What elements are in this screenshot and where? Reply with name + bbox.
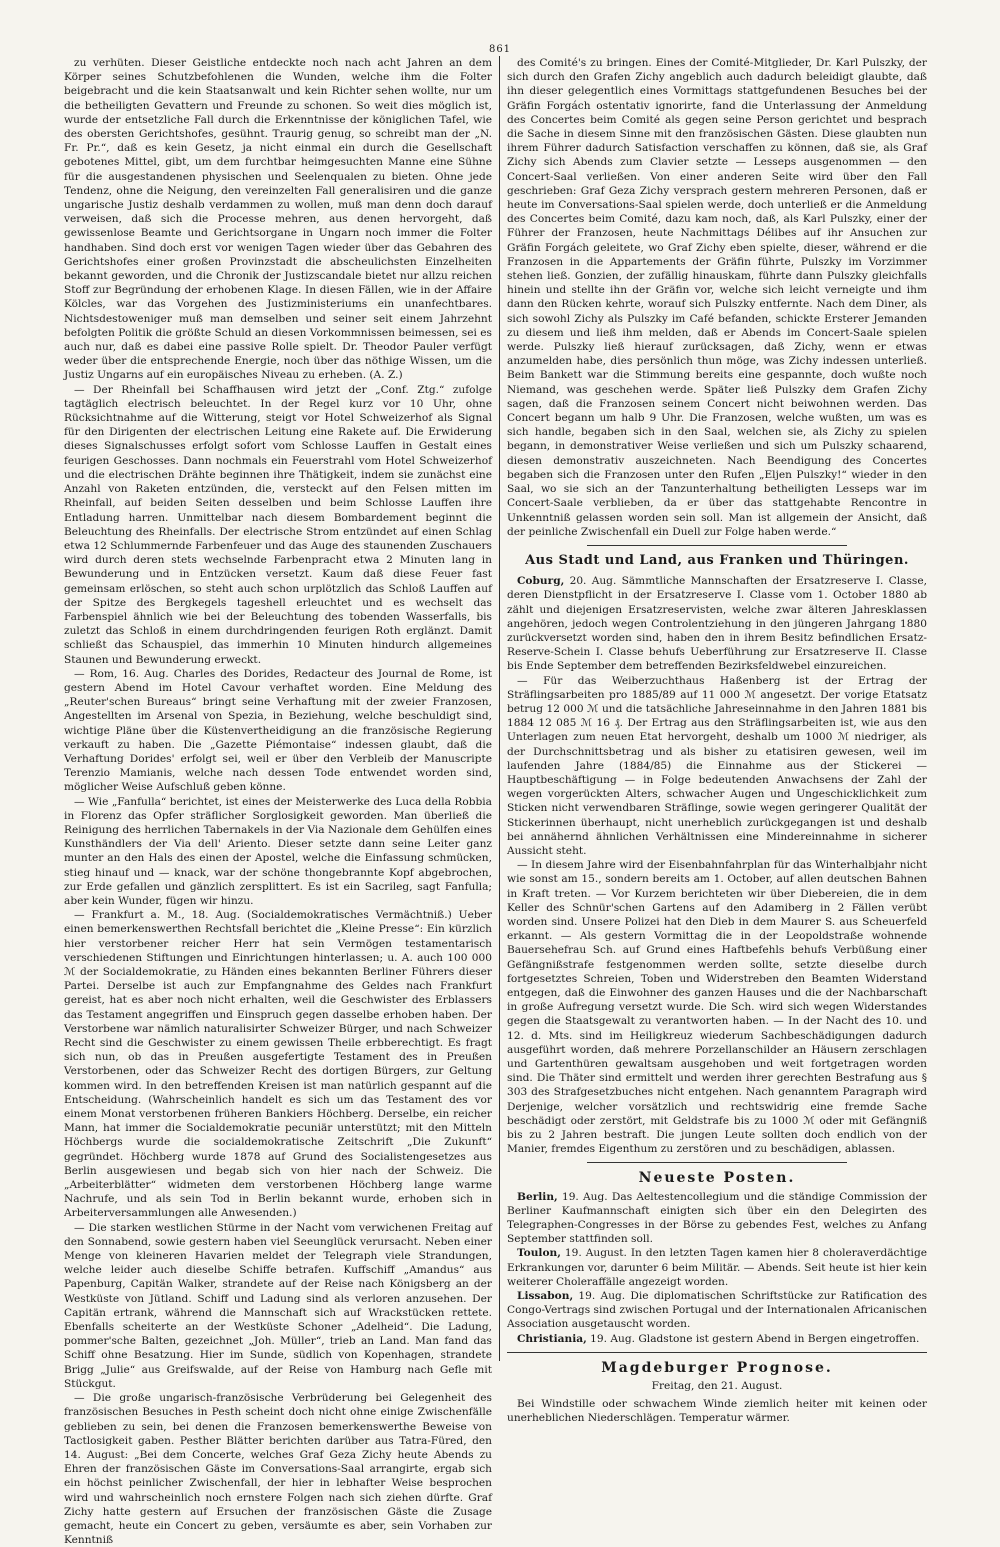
local-news-item	[507, 674, 927, 859]
article-paragraph: — Wie „Fanfulla“ berichtet, ist eines der Meisterwerke des Luca della Robbia in Florenz das Opfer sträflicher Sorglosigkeit geworden. Man überließ die Reinigung des herrlichen Tabernakels in der Via Nazionale dem Gehülfen eines Kunsthändlers der Via dell' Ariento. Dieser setzte dann seine Leiter ganz munter an den Hals des einen der Apostel, welche die Einfassung schmücken, stieg hinauf und — knack, war der schöne thongebrannte Kopf abgebrochen, zur Erde gefallen und gänzlich zersplittert. Es ist ein Sacrileg, sagt Fanfulla; aber kein Wunder, fügen wir hinzu.	[64, 795, 492, 907]
article-paragraph: des Comité's zu bringen. Eines der Comité-Mitglieder, Dr. Karl Pulszky, der sich durch den Grafen Zichy angeblich auch dadurch beleidigt glaubte, daß ihn dieser gelegentlich eines Vormittags stattgefundenen Besuches bei der Gräfin Forgách ostentativ ignorirte, fand die Unterlassung der Anmeldung des Concertes beim Comité als gegen seine Person gerichtet und besprach die Sache in diesem Sinne mit den französischen Gästen. Diese glaubten nun ihrem Führer dadurch Satisfaction verschaffen zu können, daß sie, als Graf Zichy sich Abends zum Clavier setzte — Lesseps ausgenommen — den Concert-Saal verließen. Von einer anderen Seite wird über den Fall geschrieben: Graf Geza Zichy versprach gestern mehreren Personen, daß er heute im Conversations-Saal spielen werde, doch unterließ er die Anmeldung des Concertes beim Comité, dazu kam noch, daß, als Karl Pulszky, einer der Führer der Franzosen, heute Nachmittags Délibes auf ihr Ansuchen zur Gräfin Forgách geleitete, wo Graf Zichy eben spielte, dieser, während er die Franzosen in die Appartements der Gräfin führte, Pulszky im Vorzimmer stehen ließ. Gonzien, der zufällig hinauskam, führte dann Pulszky gleichfalls hinein und stellte ihn der Gräfin vor, welche sich leicht verneigte und ihm dann den Rücken kehrte, worauf sich Pulszky entfernte. Nach dem Diner, als sich sowohl Zichy als Pulszky im Café befanden, schickte Ersterer Jemanden zu diesem und ließ ihm melden, daß er Abends im Concert-Saale spielen werde. Pulszky ließ hierauf zurücksagen, daß Zichy, wenn er etwas anzumelden habe, dies persönlich thun möge, was Zichy indessen unterließ. Beim Bankett war die Stimmung bereits eine gespannte, doch wußte noch Niemand, was geschehen werde. Später ließ Pulszky dem Grafen Zichy sagen, daß die Franzosen seinem Concert nicht beiwohnen werden. Das Concert begann um halb 9 Uhr. Die Franzosen, welche wußten, um was es sich handle, begaben sich in den Saal, welchen sie, als Zichy zu spielen begann, in demonstrativer Weise verließen und sich um Pulszky schaarend, diesen demonstrativ auszeichneten. Nach Beendigung des Concertes begaben sich die Franzosen unter den Rufen „Eljen Pulszky!“ wieder in den Saal, wo sie sich an der Tanzunterhaltung betheiligten Lesseps war im Concert-Saale verblieben, da er über das stattgehabte Rencontre in Unkenntniß gelassen worden sein soll. Man ist allgemein der Ansicht, daß der peinliche Zwischenfall ein Duell zur Folge haben werde.“	[507, 57, 927, 538]
news-text: 20. Aug. Sämmtliche Mannschaften der Ersatzreserve I. Classe, deren Dienstpflicht in der Ersatzreserve I. Classe vom 1. October 1880 ab zählt und diejenigen Ersatzreservisten, welche zwar älteren Jahresklassen angehören, jedoch wegen Controlentziehung in den jüngeren Jahrgang 1880 zurückversetzt worden sind, haben den in ihrem Besitz befindlichen Ersatz-Reserve-Schein I. Classe behufs Ueberführung zur Ersatzreserve II. Classe bis Ende September dem betreffenden Bezirksfeldwebel einzureichen.	[507, 575, 927, 673]
section-divider	[587, 1162, 847, 1163]
article-paragraph: zu verhüten. Dieser Geistliche entdeckte noch nach acht Jahren an dem Körper seines Schutzbefohlenen die Wunden, welche ihm die Folter beigebracht und die kein Staatsanwalt und kein Richter sehen wollte, nur um die betheiligten Gevattern und Freunde zu schonen. So weit dies möglich ist, wurde der entsetzliche Fall durch die Erkenntnisse der königlichen Tafel, wie des obersten Gerichtshofes, gesühnt. Traurig genug, so schreibt man der „N. Fr. Pr.“, daß es kein Gesetz, ja nicht einmal ein durch die Gesellschaft gebotenes Mittel, gibt, um dem furchtbar heimgesuchten Manne eine Sühne für die ausgestandenen physischen und Seelenqualen zu bieten. Ohne jede Tendenz, ohne die Neigung, den vereinzelten Fall generalisiren und die ganze ungarische Justiz deshalb verdammen zu wollen, muß man denn doch darauf verweisen, daß sich die Processe mehren, aus denen hervorgeht, daß gewissenlose Beamte und Gerichtsorgane in Ungarn noch immer die Folter handhaben. Sind doch erst vor wenigen Tagen wieder über das Gebahren des Gerichtshofes einer großen Provinzstadt die abscheulichsten Einzelheiten bekannt geworden, und die Chronik der Justizscandale bietet nur allzu reichen Stoff zur Begründung der erhobenen Klage. In diesen Fällen, wie in der Affaire Kölcles, war das Vorgehen des Justizministeriums ein unanfechtbares. Nichtsdestoweniger muß man demselben und seiner seit einem Jahrzehnt befolgten Politik die größte Schuld an diesen Vorkommnissen beimessen, sei es auch nur, daß es dabei eine passive Rolle spielt. Dr. Theodor Pauler verfügt weder über die entsprechende Energie, noch über das nöthige Wissen, um die Justiz Ungarns auf ein europäisches Niveau zu erheben. (A. Z.)	[64, 57, 492, 382]
dateline-city: Toulon,	[517, 1247, 561, 1260]
news-text: — In diesem Jahre wird der Eisenbahnfahrplan für das Winterhalbjahr nicht wie sonst am 15., sondern bereits am 1. October, auf allen deutschen Bahnen in Kraft treten. — Vor Kurzem berichteten wir über Diebereien, die in dem Keller des Schnür'schen Gartens auf den Adamiberg in 2 Fällen verübt worden sind. Unsere Polizei hat den Dieb in dem Maurer S. aus Scheuerfeld erkannt. — Als gestern Vormittag die in der Leopoldstraße wohnende Bauersehefrau Sch. auf Grund eines Haftbefehls behufs Verbüßung einer Gefängnißstrafe festgenommen werden sollte, setzte dieselbe durch fortgesetztes Schreien, Toben und Widerstreben den Beamten Widerstand entgegen, daß die Einwohner des ganzen Hauses und die der Nachbarschaft in große Aufregung versetzt wurde. Die Sch. wird sich wegen Widerstandes gegen die Staatsgewalt zu verantworten haben. — In der Nacht des 10. und 12. d. Mts. sind im Heiligkreuz wiederum Sachbeschädigungen dadurch ausgeführt worden, daß mehrere Porzellanschilder an Häusern zerschlagen und Gartenthüren gewaltsam ausgehoben und weit fortgetragen worden sind. Die Thäter sind ermittelt und werden ihrer gerechten Bestrafung aus § 303 des Strafgesetzbuches nicht entgehen. Nach genanntem Paragraph wird Derjenige, welcher vorsätzlich und rechtswidrig eine fremde Sache beschädigt oder zerstört, mit Geldstrafe bis zu 1000 ℳ oder mit Gefängniß bis zu 2 Jahren bestraft. Die jungen Leute sollten doch endlich von der Manier, fremdes Eigenthum zu zerstören und zu beschädigen, ablassen.	[507, 859, 927, 1156]
article-paragraph: — Die starken westlichen Stürme in der Nacht vom verwichenen Freitag auf den Sonnabend, sowie gestern haben viel Seeunglück verursacht. Neben einer Menge von kleineren Havarien meldet der Telegraph viele Strandungen, welche leider auch dieselbe Schiffe betrafen. Kuffschiff „Amandus“ aus Papenburg, Capitän Walker, strandete auf der Reise nach Königsberg an der Westküste von Jütland. Schiff und Ladung sind als verloren anzusehen. Der Capitän ertrank, während die Mannschaft sich auf Wrackstücken rettete. Ebenfalls scheiterte an der Westküste Schoner „Adelheid“. Die Ladung, pommer'sche Balten, gezeichnet „Joh. Müller“, trieb an Land. Man fand das Schiff ohne Besatzung. Hier im Sunde, südlich von Kopenhagen, strandete Brigg „Julie“ aus Greifswalde, auf der Reise von Hamburg nach Gefle mit Stückgut.	[64, 1221, 492, 1390]
section-divider	[507, 1352, 927, 1353]
latest-news-item	[507, 1190, 927, 1247]
dateline-city: Coburg,	[517, 575, 565, 588]
news-text: 19. Aug. Gladstone ist gestern Abend in Bergen eingetroffen.	[590, 1332, 920, 1345]
weather-text: Bei Windstille oder schwachem Winde ziemlich heiter mit keinen oder unerheblichen Niederschlägen. Temperatur wärmer.	[507, 1398, 927, 1425]
local-news-item	[507, 858, 927, 1156]
news-text: — Für das Weiberzuchthaus Haßenberg ist der Ertrag der Sträflingsarbeiten pro 1885/89 auf 11 000 ℳ angesetzt. Der vorige Etatsatz betrug 12 000 ℳ und die tatsächliche Jahreseinnahme in den Jahren 1881 bis 1884 12 085 ℳ 16 ₰. Der Ertrag aus den Sträflingsarbeiten ist, wie aus den Unterlagen zum neuen Etat hervorgeht, deshalb um 1000 ℳ niedriger, als der Durchschnittsbetrag und als bisher zu etatisiren gewesen, weil im laufenden Jahre (1884/85) die Einnahme aus der Stickerei — Hauptbeschäftigung — in Folge bedeutenden Anwachsens der Zahl der wegen vorgerückten Alters, schwacher Augen und Ungeschicklichkeit zum Sticken nicht verwendbaren Sträflinge, sowie wegen geringerer Qualität der Stickerinnen überhaupt, nicht unerheblich zurückgegangen ist und deshalb bei annähernd ähnlichen Verhältnissen eine Mindereinnahme in sicherer Aussicht steht.	[507, 674, 927, 857]
column-divider	[499, 56, 500, 1361]
article-paragraph: — Frankfurt a. M., 18. Aug. (Socialdemokratisches Vermächtniß.) Ueber einen bemerkenswerthen Rechtsfall berichtet die „Kleine Presse“: Ein kürzlich hier verstorbener reicher Herr hat sein Vermögen testamentarisch verschiedenen Stiftungen und Einrichtungen hinterlassen; u. A. auch 100 000 ℳ der Socialdemokratie, zu Händen eines bekannten Berliner Führers dieser Partei. Derselbe ist auch zur Empfangnahme des Geldes nach Frankfurt gereist, hat es aber noch nicht erhalten, weil die Geschwister des Erblassers das Testament angegriffen und Einspruch gegen dasselbe erhoben haben. Der Verstorbene war nämlich naturalisirter Schweizer Bürger, und nach Schweizer Recht sind die Geschwister zu einem gewissen Theile erbberechtigt. Es fragt sich nun, ob das in Preußen ausgefertigte Testament des in Preußen Verstorbenen, oder das Schweizer Recht des dortigen Bürgers, zur Geltung kommen wird. In den betreffenden Kreisen ist man natürlich gespannt auf die Entscheidung. (Wahrscheinlich handelt es sich um das Testament des vor einem Monat verstorbenen früheren Bankiers Höchberg. Derselbe, ein reicher Mann, hat immer die Socialdemokratie pecuniär unterstützt; mit den Mitteln Höchbergs wurde die socialdemokratische Zeitschrift „Die Zukunft“ gegründet. Höchberg wurde 1878 auf Grund des Socialistengesetzes aus Berlin ausgewiesen und begab sich von hier nach der Schweiz. Die „Arbeiterblätter“ widmeten dem verstorbenen Höchberg lange warme Nachrufe, und als sein Tod in Berlin bekannt wurde, erhoben sich in Arbeiterversammlungen alle Anwesenden.)	[64, 909, 492, 1220]
section-heading: Aus Stadt und Land, aus Franken und Thüringen.	[525, 552, 909, 568]
dateline-city: Berlin,	[517, 1190, 558, 1203]
weather-date: Freitag, den 21. August.	[651, 1380, 783, 1393]
page-number: 861	[488, 44, 512, 55]
latest-news-heading: Neueste Posten.	[638, 1170, 796, 1187]
latest-news-item	[507, 1332, 927, 1346]
latest-news-item	[507, 1289, 927, 1332]
dateline-city: Lissabon,	[517, 1290, 574, 1303]
news-text: 19. Aug. Das Aeltestencollegium und die ständige Commission der Berliner Kaufmannschaft einigten sich über ein den Delegirten des Telegraphen-Congresses in der Börse zu gebendes Fest, welches zu Anfang September stattfinden soll.	[507, 1190, 927, 1246]
article-paragraph: — Die große ungarisch-französische Verbrüderung bei Gelegenheit des französischen Besuches in Pesth scheint doch nicht ohne einige Zwischenfälle geblieben zu sein, bei denen die Franzosen bemerkenswerthe Beweise von Tactlosigkeit gaben. Pesther Blätter berichten darüber aus Tatra-Füred, den 14. August: „Bei dem Concerte, welches Graf Geza Zichy heute Abends zu Ehren der französischen Gäste im Conversations-Saal arrangirte, ergab sich ein höchst peinlicher Zwischenfall, der hier in lebhafter Weise besprochen wird und wahrscheinlich noch ernstere Folgen nach sich ziehen dürfte. Graf Zichy hatte gestern auf Ersuchen der französischen Gäste die Zusage gemacht, heute ein Concert zu geben, versäumte es aber, sein Vorhaben zur Kenntniß	[64, 1392, 492, 1547]
article-paragraph: — Der Rheinfall bei Schaffhausen wird jetzt der „Conf. Ztg.“ zufolge tagtäglich electrisch beleuchtet. In der Regel kurz vor 10 Uhr, ohne Rücksichtnahme auf die Witterung, steigt vor Hotel Schweizerhof als Signal für den Dirigenten der electrischen Leitung eine Rakete auf. Die Erwiderung dieses Signalschusses erfolgt sofort vom Schlosse Lauffen in Gestalt eines feurigen Geschosses. Dann nochmals ein Feuerstrahl vom Hotel Schweizerhof und die electrischen Drähte beginnen ihre Thätigkeit, indem sie zunächst eine Anzahl von Raketen entzünden, die, versteckt auf den Felsen mitten im Rheinfall, auf beiden Seiten desselben und beim Schlosse Lauffen ihre Entladung harren. Unmittelbar nach diesem Bombardement beginnt die Beleuchtung des Rheinfalls. Der electrische Strom entzündet auf einen Schlag etwa 12 Schlummernde Farbenfeuer und das Auge des staunenden Zuschauers wird durch deren stets wechselnde Farbenpracht etwa 2 Minuten lang in Bewunderung und in Entzücken versetzt. Kaum daß diese Feuer fast gemeinsam erlöschen, so steht auch schon urplötzlich das Schloß Lauffen auf der Spitze des Bergkegels tageshell erleuchtet und es wechselt das Farbenspiel ähnlich wie bei der Beleuchtung des tobenden Wasserfalls, bis zuletzt das Schloß in einem durchdringenden feurigen Roth erglänzt. Damit schließt das Schauspiel, das immerhin 10 Minuten hindurch allgemeines Staunen und Bewunderung erweckt.	[64, 383, 492, 666]
news-text: 19. Aug. Die diplomatischen Schriftstücke zur Ratification des Congo-Vertrags sind zwischen Portugal und der Internationalen Africanischen Association ausgetauscht worden.	[507, 1290, 928, 1331]
section-divider	[587, 545, 847, 546]
news-text: 19. August. In den letzten Tagen kamen hier 8 choleraverdächtige Erkrankungen vor, darunter 6 beim Militär. — Abends. Seit heute ist hier kein weiterer Choleraffälle angezeigt worden.	[507, 1247, 927, 1288]
local-news-item	[507, 574, 927, 673]
left-column	[64, 56, 492, 1547]
article-paragraph: — Rom, 16. Aug. Charles des Dorides, Redacteur des Journal de Rome, ist gestern Abend im Hotel Cavour verhaftet worden. Eine Meldung des „Reuter'schen Bureaus“ bringt seine Verhaftung mit der zweier Franzosen, Angestellten im Arsenal von Spezia, in Beziehung, welche beschuldigt sind, wichtige Pläne über die Küstenvertheidigung an die französische Regierung verkauft zu haben. Die „Gazette Piémontaise“ indessen glaubt, daß die Verhaftung Dorides' erfolgt sei, weil er über den Verbleib der Manuscripte Terenzio Mamianis, welche nach dessen Tode entwendet worden sind, möglicher Weise Aufschluß geben könne.	[64, 667, 492, 794]
latest-news-item	[507, 1246, 927, 1289]
weather-heading: Magdeburger Prognose.	[601, 1359, 833, 1376]
right-column	[507, 56, 928, 1425]
dateline-city: Christiania,	[517, 1332, 587, 1345]
